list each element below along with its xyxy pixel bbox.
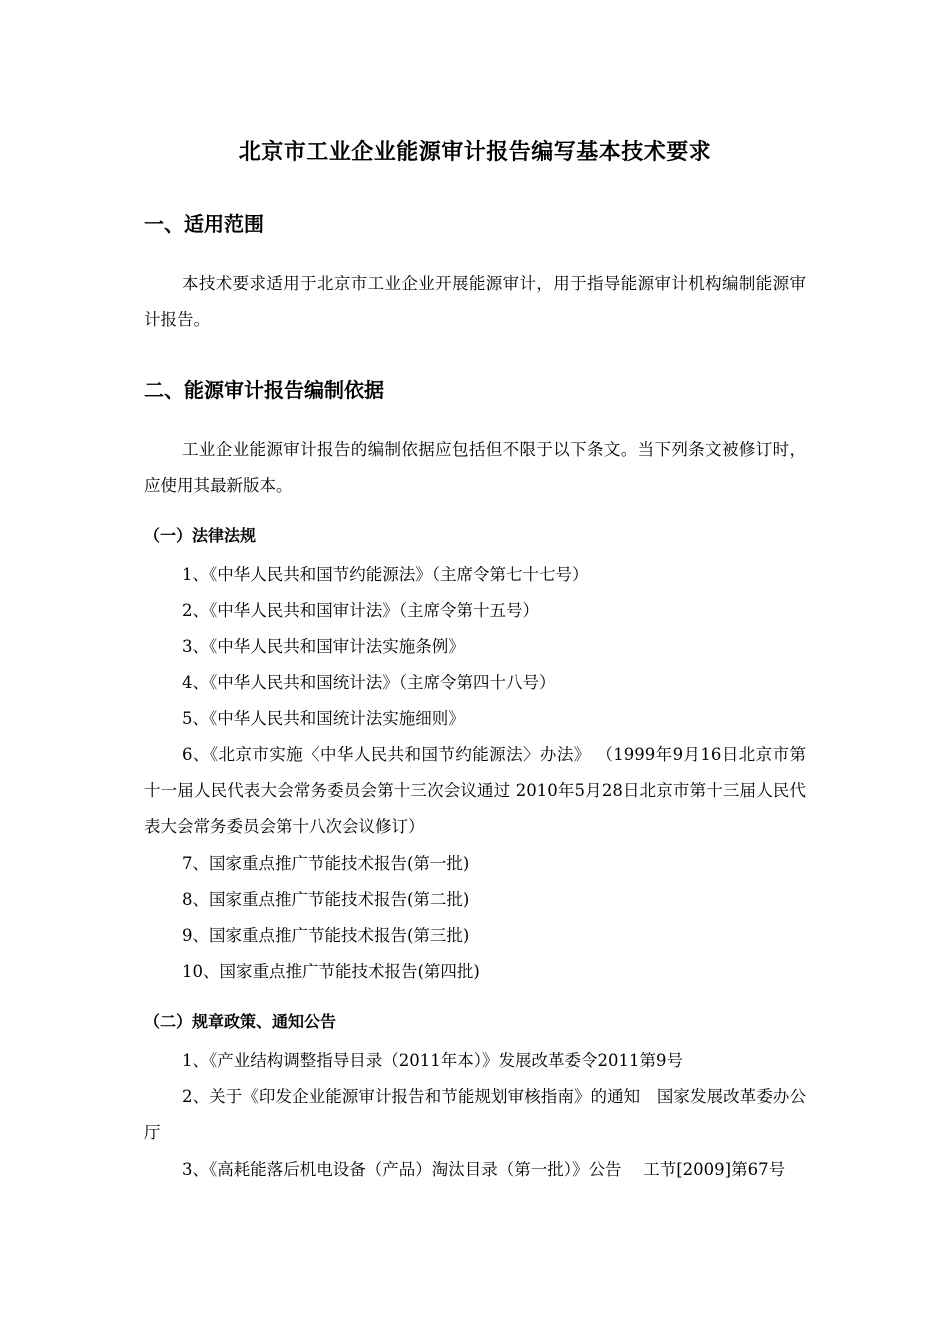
law-list-item: 5、《中华人民共和国统计法实施细则》 [182,709,465,728]
policy-list-item: 1、《产业结构调整指导目录（2011年本）》发展改革委令2011第9号 [182,1051,683,1070]
law-list-item: 8、国家重点推广节能技术报告(第二批) [182,890,470,909]
policy-list-item: 2、关于《印发企业能源审计报告和节能规划审核指南》的通知 国家发展改革委办公厅 [144,1087,806,1142]
subsection-heading-policies: （二）规章政策、通知公告 [144,1012,337,1031]
law-list-item: 10、国家重点推广节能技术报告(第四批) [182,962,480,981]
law-list-item: 9、国家重点推广节能技术报告(第三批) [182,926,470,945]
policy-list-item: 3、《高耗能落后机电设备（产品）淘汰目录（第一批）》公告 工节[2009]第67号 [182,1160,786,1179]
law-list-item: 2、《中华人民共和国审计法》（主席令第十五号） [182,601,539,620]
subsection-heading-laws: （一）法律法规 [144,526,257,545]
law-list-item: 4、《中华人民共和国统计法》（主席令第四十八号） [182,673,556,692]
section-heading-basis: 二、能源审计报告编制依据 [144,378,384,402]
document-title: 北京市工业企业能源审计报告编写基本技术要求 [238,140,712,165]
basis-paragraph: 工业企业能源审计报告的编制依据应包括但不限于以下条文。当下列条文被修订时，应使用其最新版本。 [144,440,806,495]
law-list-item: 7、国家重点推广节能技术报告(第一批) [182,854,470,873]
law-list-item: 1、《中华人民共和国节约能源法》（主席令第七十七号） [182,565,589,584]
section-heading-scope: 一、适用范围 [144,212,264,236]
law-list-item: 3、《中华人民共和国审计法实施条例》 [182,637,465,656]
law-list-item: 6、《北京市实施〈中华人民共和国节约能源法〉办法》 （1999年9月16日北京市第十一届人民代表大会常务委员会第十三次会议通过 2010年5月28日北京市第十三届人民代表大会常务委员会第十八次会议修订） [144,745,806,836]
scope-paragraph: 本技术要求适用于北京市工业企业开展能源审计，用于指导能源审计机构编制能源审计报告。 [144,274,806,329]
